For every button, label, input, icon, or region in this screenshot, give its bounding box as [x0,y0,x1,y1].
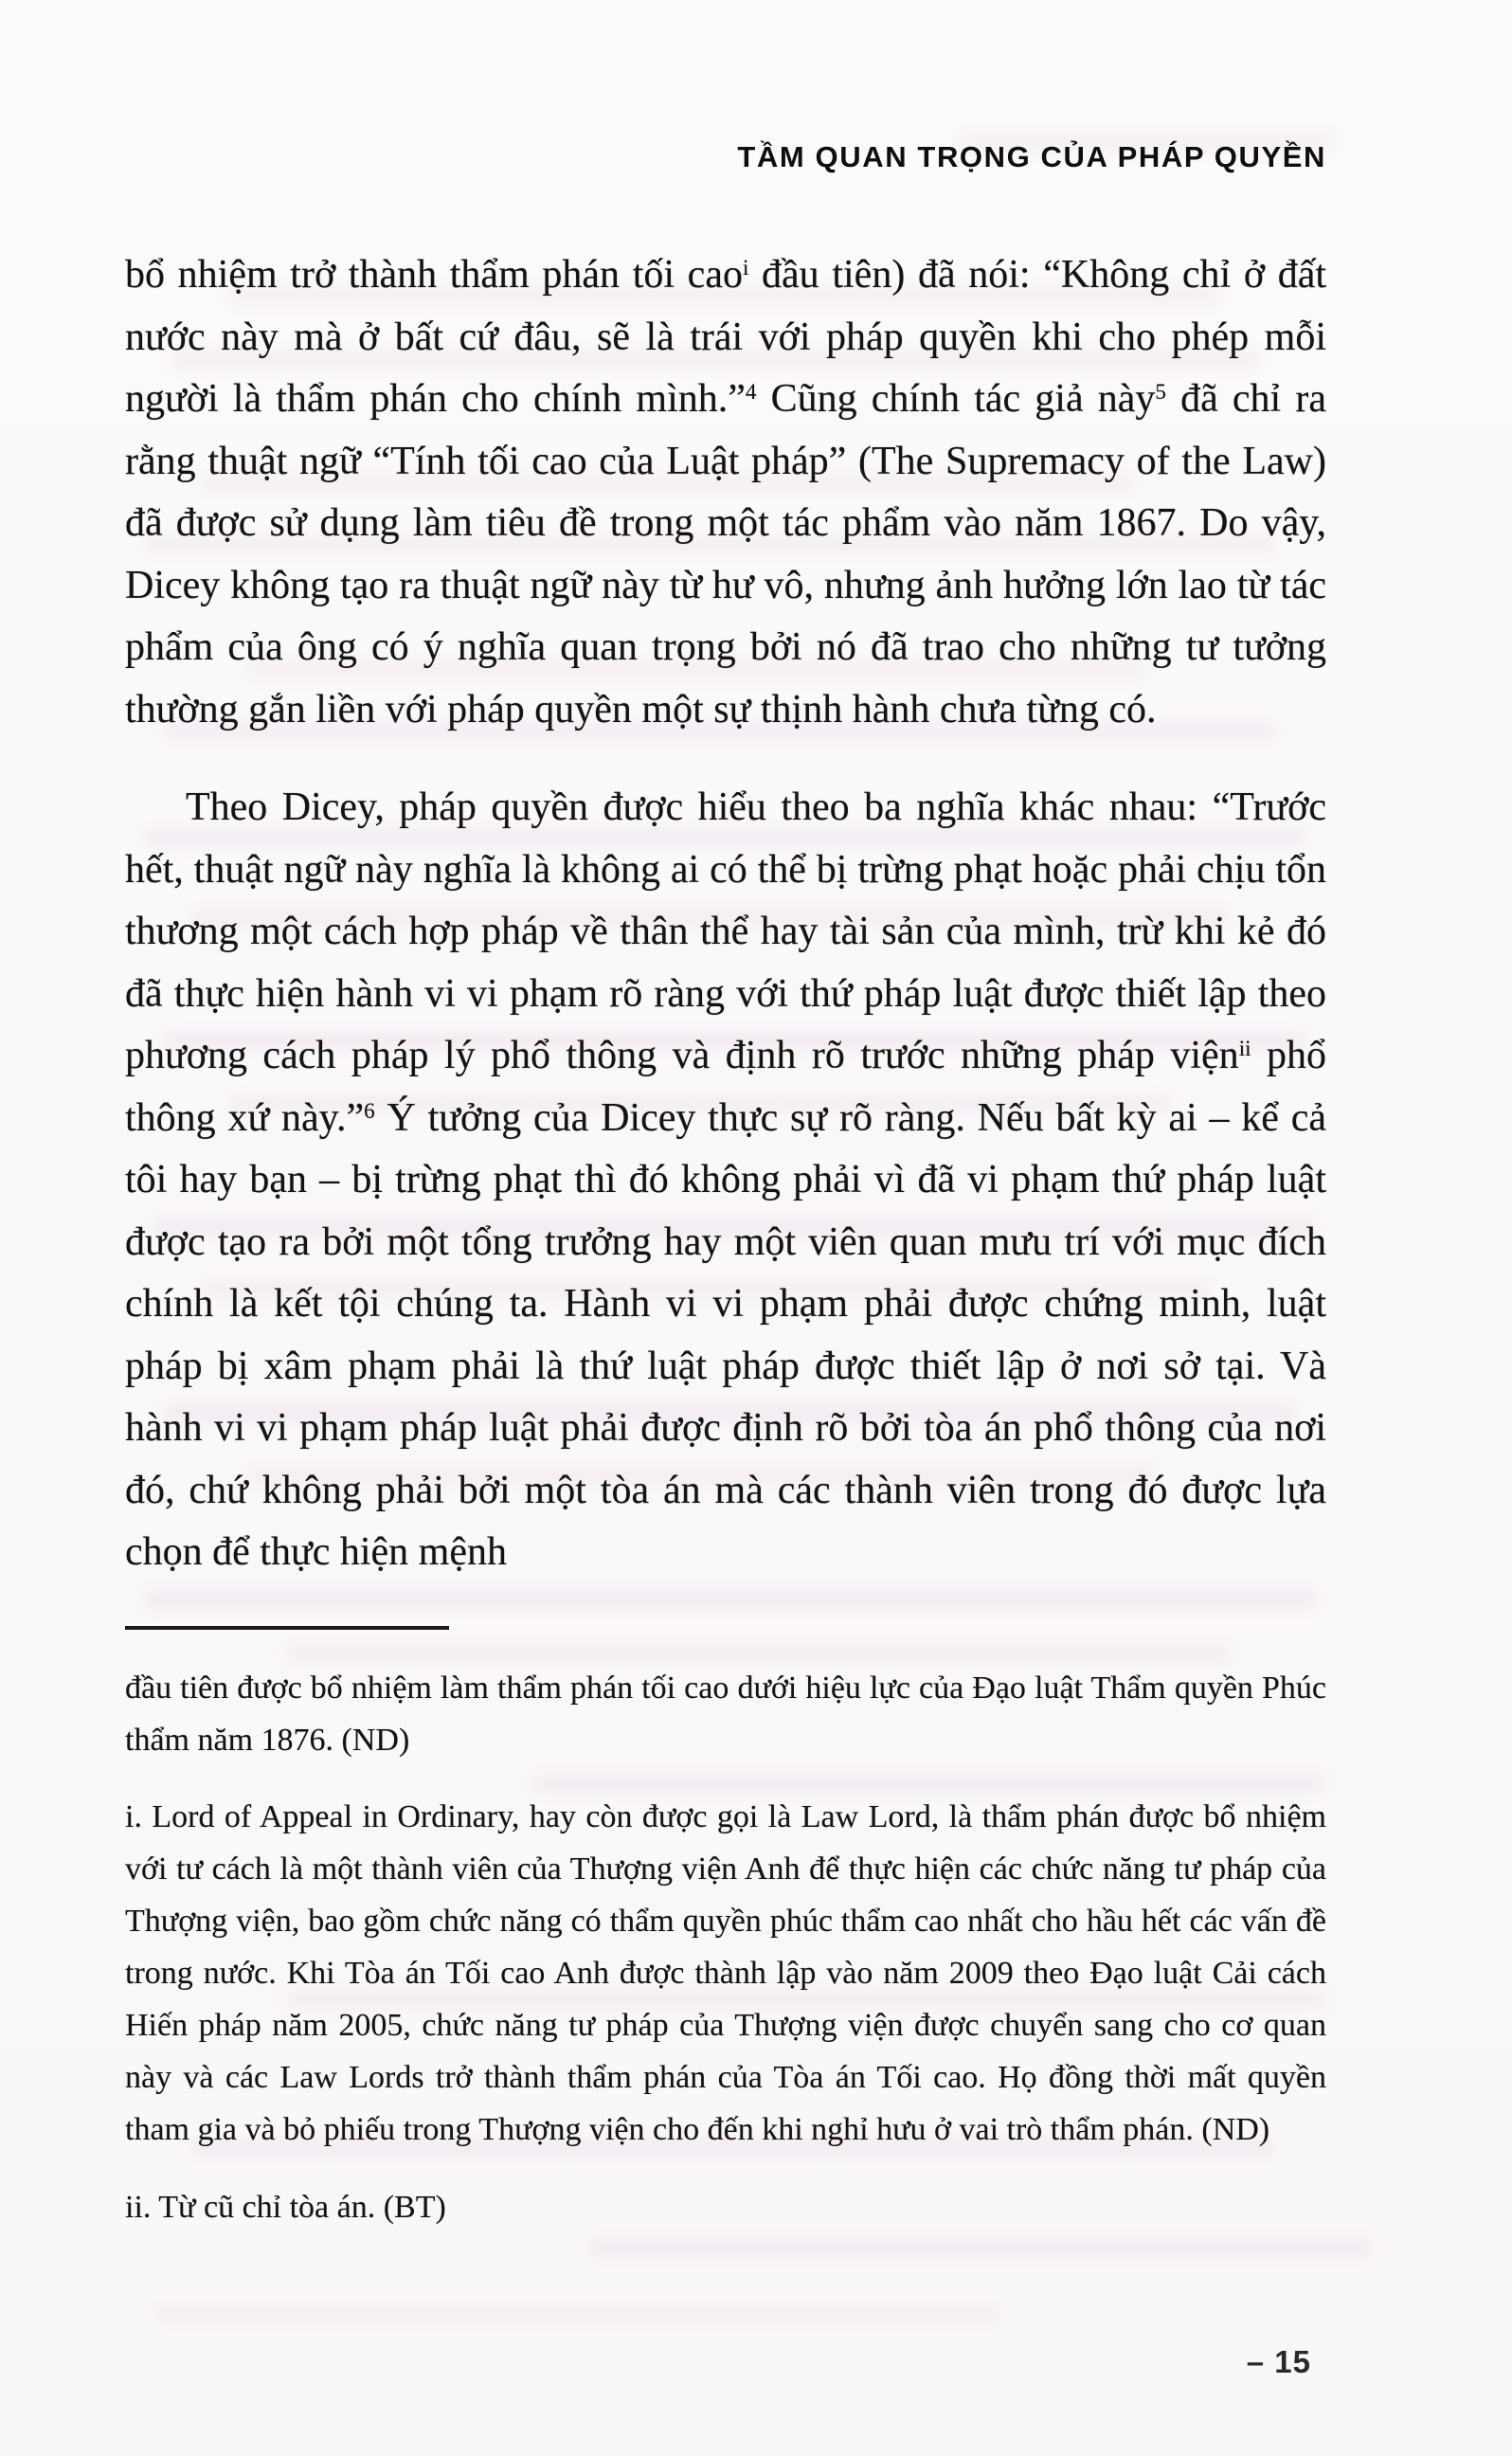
footnote-ii: ii. Từ cũ chỉ tòa án. (BT) [125,2189,446,2225]
page-footer [1247,2344,1311,2380]
running-header [125,140,1326,174]
footnote-marker: 6 [364,1098,375,1123]
footnote-marker: ii [1238,1036,1251,1061]
body-paragraph-2: Theo Dicey, pháp quyền được hiểu theo ba nghĩa khác nhau: “Trước hết, thuật ngữ này nghĩa là không ai có thể bị trừng phạt hoặc phải chịu tổn thương một cách hợp pháp về thân thể hay tài sản của mình, trừ khi kẻ đó đã thực hiện hành vi vi phạm rõ ràng với thứ pháp luật được thiết lập theo phương cách pháp lý phổ thông và định rõ trước những pháp viện$^{ii}$ phổ thông xứ này.”$^6$ Ý tưởng của Dicey thực sự rõ ràng. Nếu bất kỳ ai – kể cả tôi hay bạn – bị trừng phạt thì đó không phải vì đã vi phạm thứ pháp luật được tạo ra bởi một tổng trưởng hay một viên quan mưu trí với mục đích chính là kết tội chúng ta. Hành vi vi phạm phải được chứng minh, luật pháp bị xâm phạm phải là thứ luật pháp được thiết lập ở nơi sở tại. Và hành vi vi phạm pháp luật phải được định rõ bởi tòa án phổ thông của nơi đó, chứ không phải bởi một tòa án mà các thành viên trong đó được lựa chọn để thực hiện mệnh [125,786,1326,1575]
footnote-marker: 5 [1155,379,1166,405]
running-header-title: TẦM QUAN TRỌNG CỦA PHÁP QUYỀN [737,140,1326,173]
page-number: – 15 [1246,2344,1311,2379]
body-paragraph-1: bổ nhiệm trở thành thẩm phán tối cao$^i$ đầu tiên) đã nói: “Không chỉ ở đất nước này mà ở bất cứ đâu, sẽ là trái với pháp quyền khi cho phép mỗi người là thẩm phán cho chính mình.”$^4$ Cũng chính tác giả này$^5$ đã chỉ ra rằng thuật ngữ “Tính tối cao của Luật pháp” (The Supremacy of the Law) đã được sử dụng làm tiêu đề trong một tác phẩm vào năm 1867. Do vậy, Dicey không tạo ra thuật ngữ này từ hư vô, nhưng ảnh hưởng lớn lao từ tác phẩm của ông có ý nghĩa quan trọng bởi nó đã trao cho những tư tưởng thường gắn liền với pháp quyền một sự thịnh hành chưa từng có. [125,253,1326,731]
bleed-through-mark [142,1588,1317,1611]
footnote-marker: i [742,255,749,280]
bleed-through-mark [587,2236,1374,2259]
footnote-marker: 4 [745,379,757,405]
footnote-separator-rule [125,1626,449,1630]
bleed-through-mark [152,2302,1004,2325]
footnotes-section [125,1662,1326,2233]
footnote-continuation: đầu tiên được bổ nhiệm làm thẩm phán tối cao dưới hiệu lực của Đạo luật Thẩm quyền Phúc thẩm năm 1876. (ND) [125,1670,1326,1758]
footnote-i: i. Lord of Appeal in Ordinary, hay còn được gọi là Law Lord, là thẩm phán được bổ nhiệm với tư cách là một thành viên của Thượng viện Anh để thực hiện các chức năng tư pháp của Thượng viện, bao gồm chức năng có thẩm quyền phúc thẩm cao nhất cho hầu hết các vấn đề trong nước. Khi Tòa án Tối cao Anh được thành lập vào năm 2009 theo Đạo luật Cải cách Hiến pháp năm 2005, chức năng tư pháp của Thượng viện được chuyển sang cho cơ quan này và các Law Lords trở thành thẩm phán của Tòa án Tối cao. Họ đồng thời mất quyền tham gia và bỏ phiếu trong Thượng viện cho đến khi nghỉ hưu ở vai trò thẩm phán. (ND) [125,1798,1326,2148]
page-body [125,244,1326,1584]
